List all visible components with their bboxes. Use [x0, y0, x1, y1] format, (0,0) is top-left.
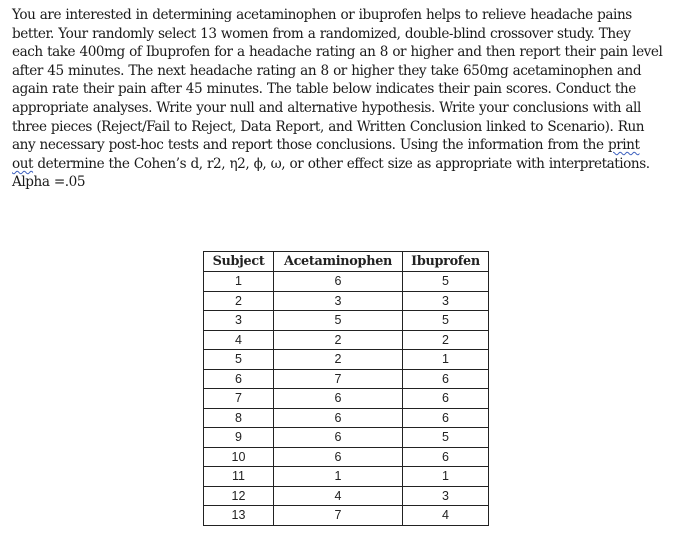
table-row [204, 408, 489, 428]
cell-ibuprofen: 6 [403, 447, 489, 467]
cell-subject: 2 [204, 291, 274, 311]
cell-acetaminophen: 3 [274, 291, 403, 311]
cell-ibuprofen: 1 [403, 350, 489, 370]
grammar-flagged-word[interactable]: print [607, 137, 640, 154]
cell-ibuprofen: 3 [403, 486, 489, 506]
cell-acetaminophen: 1 [274, 467, 403, 487]
table-row [204, 291, 489, 311]
problem-line-8-text: any necessary post-hoc tests and report those conclusions. Using the information from the [12, 137, 608, 154]
table-body [204, 272, 489, 526]
problem-line-3: each take 400mg of Ibuprofen for a headache rating an 8 or higher and then report their pain level [12, 44, 663, 61]
cell-acetaminophen: 2 [274, 350, 403, 370]
problem-line-5: again rate their pain after 45 minutes. The table below indicates their pain scores. Conduct the [12, 81, 636, 98]
cell-subject: 8 [204, 408, 274, 428]
problem-line-7: three pieces (Reject/Fail to Reject, Data Report, and Written Conclusion linked to Scenario). Run [12, 118, 645, 135]
problem-statement [12, 6, 684, 192]
problem-line-8 [12, 136, 684, 155]
cell-subject: 13 [204, 506, 274, 526]
grammar-flagged-word[interactable]: out [12, 155, 34, 172]
cell-ibuprofen: 2 [403, 330, 489, 350]
cell-ibuprofen: 6 [403, 408, 489, 428]
cell-acetaminophen: 7 [274, 506, 403, 526]
problem-line-2: better. Your randomly select 13 women from a randomized, double-blind crossover study. They [12, 25, 631, 42]
cell-acetaminophen: 6 [274, 408, 403, 428]
cell-subject: 3 [204, 311, 274, 331]
problem-line-10: Alpha =.05 [12, 174, 86, 191]
table-row [204, 486, 489, 506]
table-row [204, 467, 489, 487]
pain-scores-table [203, 251, 489, 526]
table-row [204, 330, 489, 350]
cell-ibuprofen: 5 [403, 311, 489, 331]
cell-ibuprofen: 3 [403, 291, 489, 311]
table-row [204, 272, 489, 292]
cell-subject: 9 [204, 428, 274, 448]
cell-acetaminophen: 4 [274, 486, 403, 506]
table-row [204, 389, 489, 409]
cell-subject: 5 [204, 350, 274, 370]
cell-acetaminophen: 2 [274, 330, 403, 350]
header-acetaminophen: Acetaminophen [274, 252, 403, 272]
problem-line-1: You are interested in determining acetaminophen or ibuprofen helps to relieve headache pains [12, 7, 632, 23]
cell-acetaminophen: 6 [274, 272, 403, 292]
cell-subject: 1 [204, 272, 274, 292]
cell-subject: 6 [204, 369, 274, 389]
cell-subject: 4 [204, 330, 274, 350]
cell-ibuprofen: 4 [403, 506, 489, 526]
cell-ibuprofen: 6 [403, 389, 489, 409]
cell-ibuprofen: 5 [403, 272, 489, 292]
cell-ibuprofen: 6 [403, 369, 489, 389]
problem-line-4: after 45 minutes. The next headache rating an 8 or higher they take 650mg acetaminophen and [12, 62, 642, 79]
cell-subject: 10 [204, 447, 274, 467]
problem-line-6: appropriate analyses. Write your null and alternative hypothesis. Write your conclusions with all [12, 99, 641, 116]
cell-subject: 12 [204, 486, 274, 506]
problem-line-9-text: determine the Cohen’s d, r2, η2, ϕ, ω, or other effect size as appropriate with interpretations. [33, 155, 650, 172]
cell-ibuprofen: 5 [403, 428, 489, 448]
cell-subject: 7 [204, 389, 274, 409]
table-row [204, 506, 489, 526]
cell-acetaminophen: 7 [274, 369, 403, 389]
problem-line-9 [12, 155, 684, 174]
table-row [204, 350, 489, 370]
cell-subject: 11 [204, 467, 274, 487]
header-subject: Subject [204, 252, 274, 272]
cell-acetaminophen: 6 [274, 447, 403, 467]
table-row [204, 428, 489, 448]
table-row [204, 447, 489, 467]
cell-ibuprofen: 1 [403, 467, 489, 487]
cell-acetaminophen: 6 [274, 428, 403, 448]
table-header-row [204, 252, 489, 272]
table-row [204, 369, 489, 389]
header-ibuprofen: Ibuprofen [403, 252, 489, 272]
cell-acetaminophen: 6 [274, 389, 403, 409]
table-row [204, 311, 489, 331]
cell-acetaminophen: 5 [274, 311, 403, 331]
